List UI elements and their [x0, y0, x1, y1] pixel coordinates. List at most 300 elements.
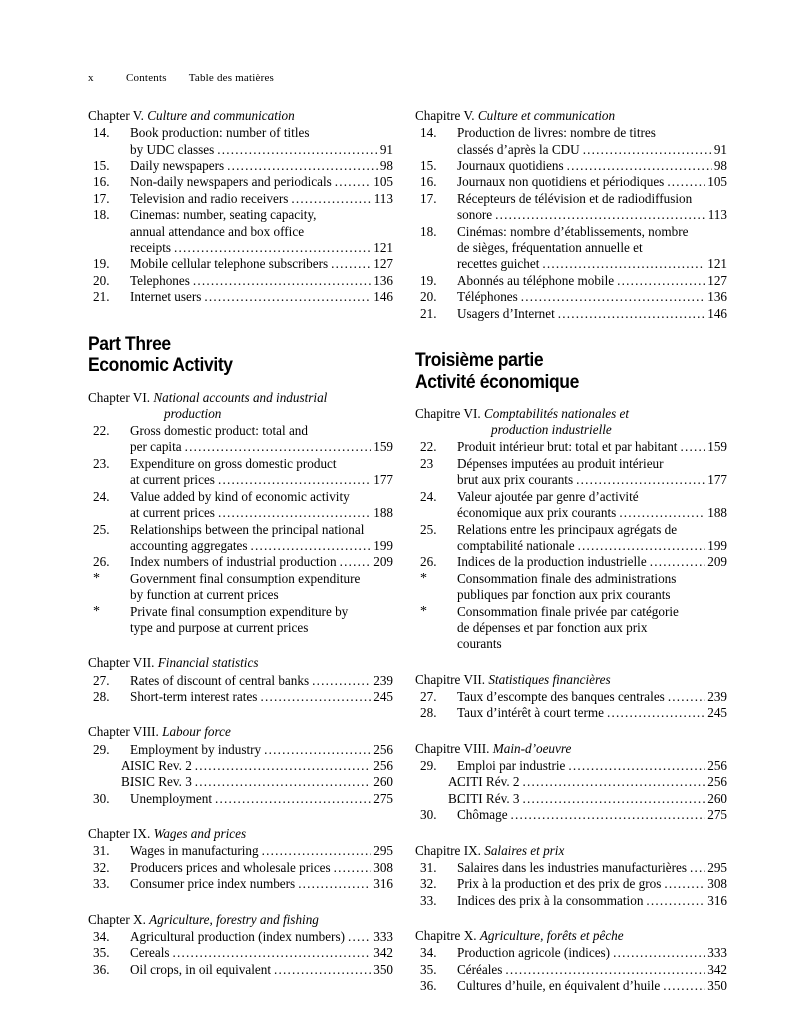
contents-entry[interactable] — [88, 689, 393, 705]
page-number[interactable]: 342 — [707, 961, 727, 977]
entry-title: receipts — [130, 240, 172, 256]
entry-line — [457, 705, 727, 721]
entry-body — [457, 945, 727, 961]
page-number[interactable]: 333 — [373, 928, 393, 944]
entry-title: Indices des prix à la consommation — [457, 892, 644, 908]
page-number[interactable]: 342 — [373, 945, 393, 961]
page-number[interactable]: 209 — [707, 554, 727, 570]
contents-entry[interactable] — [88, 742, 393, 758]
entry-line — [130, 689, 393, 705]
dot-leader — [567, 158, 712, 174]
page-number[interactable]: 113 — [373, 190, 393, 206]
entry-body — [130, 876, 393, 892]
entry-title: Production agricole (indices) — [457, 945, 611, 961]
entry-title: Téléphones — [457, 289, 518, 305]
entry-body — [130, 207, 393, 256]
entry-number: 19. — [420, 272, 437, 288]
entry-line — [457, 472, 727, 488]
entry-title: Journaux non quotidiens et périodiques — [457, 174, 665, 190]
entry-number: 26. — [420, 554, 437, 570]
entry-line — [130, 207, 393, 223]
entry-number: 34. — [93, 928, 110, 944]
dot-leader — [505, 962, 705, 978]
page-number[interactable]: 333 — [707, 945, 727, 961]
chapter-title: Main-d’oeuvre — [492, 740, 572, 756]
contents-entry[interactable] — [88, 423, 393, 456]
dot-leader — [334, 860, 372, 876]
entry-title: Expenditure on gross domestic product — [130, 455, 337, 471]
page-number[interactable]: 245 — [707, 705, 727, 721]
contents-entry[interactable] — [415, 273, 727, 289]
entry-line — [457, 620, 727, 636]
entry-title: Abonnés au téléphone mobile — [457, 272, 615, 288]
entry-number: 30. — [93, 790, 110, 806]
page-number[interactable]: 245 — [373, 688, 393, 704]
entry-number: 24. — [93, 488, 110, 504]
dot-leader — [542, 256, 705, 272]
chapter-heading — [88, 912, 393, 928]
entry-line — [457, 289, 727, 305]
contents-entry[interactable] — [88, 174, 393, 190]
page-number[interactable]: 91 — [713, 141, 727, 157]
dot-leader — [495, 207, 706, 223]
page-number[interactable]: 256 — [707, 757, 727, 773]
entry-title: annual attendance and box office — [130, 223, 305, 239]
entry-body — [457, 489, 727, 522]
dot-leader — [331, 256, 371, 272]
entry-line — [457, 945, 727, 961]
entry-title: ISIC Rev. 2 — [130, 757, 192, 773]
contents-entry[interactable] — [415, 289, 727, 305]
entry-line — [457, 554, 727, 570]
contents-entry[interactable] — [415, 489, 727, 522]
entry-number: 35. — [93, 945, 110, 961]
entry-title: Index numbers of industrial production — [130, 554, 337, 570]
entry-line — [457, 273, 727, 289]
contents-entry[interactable] — [88, 273, 393, 289]
chapter-heading — [415, 406, 727, 438]
contents-entry[interactable] — [88, 860, 393, 876]
page-number[interactable]: 350 — [373, 961, 393, 977]
entry-line — [130, 256, 393, 272]
entry-number: 25. — [93, 521, 110, 537]
entry-title: de dépenses et par fonction aux prix — [457, 619, 648, 635]
entry-body — [457, 860, 727, 876]
chapter-title-continuation: production industrielle — [491, 422, 612, 438]
entry-number: 30. — [420, 807, 437, 823]
entry-number: 31. — [93, 843, 110, 859]
dot-leader — [646, 893, 705, 909]
entry-line — [457, 191, 727, 207]
page-number[interactable]: 159 — [373, 439, 393, 455]
entry-title: Consommation finale privée par catégorie — [457, 603, 679, 619]
entry-title: by UDC classes — [130, 141, 215, 157]
page-number[interactable]: 239 — [373, 672, 393, 688]
entry-title: Relationships between the principal national — [130, 521, 365, 537]
entry-line — [130, 774, 393, 790]
page-number[interactable]: 98 — [379, 158, 393, 174]
entry-line — [457, 604, 727, 620]
chapter-label: Chapitre VIII. — [415, 740, 493, 756]
entry-number: A. — [448, 774, 461, 790]
dot-leader — [521, 289, 705, 305]
entry-line — [130, 240, 393, 256]
entry-line — [457, 571, 727, 587]
page-number[interactable]: 350 — [707, 978, 727, 994]
chapter-heading — [415, 672, 727, 688]
contents-entry[interactable] — [415, 876, 727, 892]
entry-number: 18. — [93, 207, 110, 223]
dot-leader — [680, 439, 705, 455]
page-number[interactable]: 127 — [373, 256, 393, 272]
contents-entry[interactable] — [415, 945, 727, 961]
contents-entry[interactable] — [88, 791, 393, 807]
entry-title: Gross domestic product: total and — [130, 423, 308, 439]
page-number[interactable]: 260 — [373, 774, 393, 790]
dot-leader — [335, 174, 371, 190]
contents-entry[interactable] — [415, 705, 727, 721]
entry-line — [457, 256, 727, 272]
chapter-heading — [88, 108, 393, 124]
entry-body — [457, 758, 727, 774]
page-number[interactable]: 177 — [707, 472, 727, 488]
entry-line — [130, 158, 393, 174]
entry-line — [130, 791, 393, 807]
page-number[interactable]: 121 — [373, 240, 393, 256]
page-number[interactable]: 308 — [707, 876, 727, 892]
entry-body — [130, 791, 393, 807]
entry-line — [130, 962, 393, 978]
entry-line — [457, 224, 727, 240]
chapter-title: Agriculture, forestry and fishing — [149, 911, 319, 927]
entry-number: 17. — [93, 190, 110, 206]
page-number[interactable]: 209 — [373, 554, 393, 570]
contents-entry[interactable] — [88, 158, 393, 174]
page-number[interactable]: 239 — [707, 688, 727, 704]
entry-title: Unemployment — [130, 790, 213, 806]
contents-entry[interactable] — [415, 554, 727, 570]
contents-entry[interactable] — [415, 791, 727, 807]
page-number[interactable]: 275 — [707, 807, 727, 823]
entry-body — [130, 489, 393, 522]
dot-leader — [195, 774, 371, 790]
entry-number: 20. — [93, 272, 110, 288]
contents-entry[interactable] — [415, 962, 727, 978]
chapter-title: Salaires et prix — [484, 842, 565, 858]
chapter-title: Culture et communication — [477, 108, 616, 123]
dot-leader — [523, 774, 706, 790]
entry-number: 31. — [420, 859, 437, 875]
chapter-label: Chapter VII. — [88, 655, 158, 671]
contents-entry[interactable] — [88, 774, 393, 790]
dot-leader — [215, 791, 371, 807]
dot-leader — [668, 689, 705, 705]
entry-number: 17. — [420, 190, 437, 206]
entry-line — [457, 774, 727, 790]
entry-title: Prix à la production et des prix de gros — [457, 876, 662, 892]
entry-body — [130, 423, 393, 456]
dot-leader — [663, 978, 705, 994]
page-number[interactable]: 121 — [707, 256, 727, 272]
entry-title: Chômage — [457, 807, 508, 823]
entry-line — [130, 673, 393, 689]
contents-entry[interactable] — [88, 522, 393, 555]
entry-line — [457, 505, 727, 521]
entry-body — [130, 758, 393, 774]
entry-body — [130, 604, 393, 637]
page-number[interactable]: 113 — [707, 207, 727, 223]
chapter-label: Chapter V. — [88, 108, 148, 123]
dot-leader — [264, 742, 371, 758]
page-number[interactable]: 136 — [707, 289, 727, 305]
entry-title: Cultures d’huile, en équivalent d’huile — [457, 978, 661, 994]
contents-entry[interactable] — [88, 125, 393, 158]
entry-number: 21. — [93, 289, 110, 305]
dot-leader — [617, 273, 705, 289]
page-number[interactable]: 91 — [379, 141, 393, 157]
entry-number: 33. — [93, 876, 110, 892]
entry-body — [457, 689, 727, 705]
entry-title: Relations entre les principaux agrégats de — [457, 521, 678, 537]
dot-leader — [690, 860, 705, 876]
header-title-en: Contents — [126, 72, 167, 84]
entry-body — [130, 689, 393, 705]
entry-body — [457, 962, 727, 978]
dot-leader — [193, 273, 371, 289]
page-number[interactable]: 98 — [713, 158, 727, 174]
contents-entry[interactable] — [415, 758, 727, 774]
dot-leader — [312, 673, 371, 689]
entry-title: Salaires dans les industries manufacturières — [457, 859, 687, 875]
entry-body — [457, 439, 727, 455]
entry-number: 32. — [420, 876, 437, 892]
entry-line — [130, 273, 393, 289]
contents-entry[interactable] — [415, 893, 727, 909]
page-number[interactable]: 127 — [707, 272, 727, 288]
entry-number: 29. — [93, 741, 110, 757]
entry-body — [130, 522, 393, 555]
entry-title: CITI Rév. 3 — [457, 790, 520, 806]
contents-column-french — [415, 108, 727, 994]
entry-title: Wages in manufacturing — [130, 843, 259, 859]
contents-entry[interactable] — [88, 604, 393, 637]
entry-number: 36. — [93, 961, 110, 977]
contents-entry[interactable] — [88, 673, 393, 689]
entry-line — [130, 125, 393, 141]
entry-title: Employment by industry — [130, 741, 262, 757]
chapter-label: Chapitre VI. — [415, 406, 484, 422]
entry-number: 20. — [420, 289, 437, 305]
entry-line — [130, 505, 393, 521]
entry-title: recettes guichet — [457, 256, 540, 272]
page-number[interactable]: 199 — [707, 537, 727, 553]
entry-number: 27. — [93, 672, 110, 688]
entry-line — [130, 224, 393, 240]
entry-line — [130, 742, 393, 758]
contents-entry[interactable] — [415, 522, 727, 555]
page-number[interactable]: 146 — [707, 305, 727, 321]
page-number[interactable]: 159 — [707, 439, 727, 455]
contents-entry[interactable] — [88, 571, 393, 604]
entry-number: B. — [448, 790, 461, 806]
dot-leader — [578, 538, 706, 554]
contents-entry[interactable] — [415, 604, 727, 653]
entry-line — [457, 791, 727, 807]
chapter-title: National accounts and industrial — [153, 389, 328, 405]
entry-line — [457, 876, 727, 892]
page-number[interactable]: 260 — [707, 790, 727, 806]
entry-line — [130, 289, 393, 305]
page-number[interactable]: 295 — [707, 859, 727, 875]
entry-line — [457, 439, 727, 455]
contents-entry[interactable] — [88, 945, 393, 961]
entry-number: * — [420, 570, 427, 586]
contents-entry[interactable] — [88, 876, 393, 892]
entry-title: at current prices — [130, 505, 215, 521]
chapter-label: Chapitre IX. — [415, 842, 485, 858]
contents-entry[interactable] — [415, 571, 727, 604]
contents-entry[interactable] — [88, 207, 393, 256]
dot-leader — [558, 306, 705, 322]
dot-leader — [511, 807, 706, 823]
contents-entry[interactable] — [415, 125, 727, 158]
entry-title: by function at current prices — [130, 587, 279, 603]
entry-number: * — [420, 603, 427, 619]
entry-title: Producers prices and wholesale prices — [130, 859, 331, 875]
entry-title: Emploi par industrie — [457, 757, 566, 773]
dot-leader — [185, 439, 372, 455]
contents-entry[interactable] — [415, 860, 727, 876]
entry-title: Dépenses imputées au produit intérieur — [457, 455, 664, 471]
contents-entry[interactable] — [88, 256, 393, 272]
contents-entry[interactable] — [88, 191, 393, 207]
entry-line — [457, 587, 727, 603]
page-number[interactable]: 256 — [373, 741, 393, 757]
page-number[interactable]: 256 — [707, 774, 727, 790]
page-number[interactable]: 308 — [373, 859, 393, 875]
contents-entry[interactable] — [415, 191, 727, 224]
chapter-title: Statistiques financières — [488, 671, 611, 687]
entry-body — [130, 125, 393, 158]
entry-number: 24. — [420, 488, 437, 504]
entry-body — [457, 306, 727, 322]
entry-body — [130, 962, 393, 978]
chapter-title: Financial statistics — [157, 655, 259, 671]
page-number[interactable]: 105 — [373, 174, 393, 190]
contents-entry[interactable] — [88, 929, 393, 945]
entry-body — [457, 978, 727, 994]
dot-leader — [340, 554, 372, 570]
page-number[interactable]: 136 — [373, 272, 393, 288]
contents-entry[interactable] — [88, 758, 393, 774]
entry-title: Valeur ajoutée par genre d’activité — [457, 488, 639, 504]
entry-line — [457, 860, 727, 876]
contents-entry[interactable] — [88, 289, 393, 305]
contents-entry[interactable] — [88, 962, 393, 978]
dot-leader — [523, 791, 706, 807]
entry-line — [130, 945, 393, 961]
entry-line — [457, 489, 727, 505]
entry-title: Oil crops, in oil equivalent — [130, 961, 272, 977]
part-heading-line2: Activité économique — [415, 371, 579, 393]
entry-body — [130, 929, 393, 945]
contents-entry[interactable] — [415, 306, 727, 322]
entry-body — [130, 256, 393, 272]
page-number[interactable]: 199 — [373, 537, 393, 553]
dot-leader — [607, 705, 705, 721]
page-number[interactable]: 275 — [373, 790, 393, 806]
entry-title: Production de livres: nombre de titres — [457, 125, 656, 141]
page-number[interactable]: 295 — [373, 843, 393, 859]
entry-body — [130, 158, 393, 174]
dot-leader — [576, 472, 705, 488]
entry-body — [457, 158, 727, 174]
entry-body — [457, 604, 727, 653]
entry-number: 18. — [420, 223, 437, 239]
entry-line — [457, 978, 727, 994]
entry-title: publiques par fonction aux prix courants — [457, 587, 671, 603]
entry-title: per capita — [130, 439, 182, 455]
entry-body — [130, 289, 393, 305]
contents-entry[interactable] — [415, 807, 727, 823]
page-number[interactable]: 146 — [373, 289, 393, 305]
contents-entry[interactable] — [415, 224, 727, 273]
entry-body — [130, 174, 393, 190]
entry-line — [457, 207, 727, 223]
page-number[interactable]: 316 — [707, 892, 727, 908]
entry-number: 33. — [420, 892, 437, 908]
page-number[interactable]: 316 — [373, 876, 393, 892]
entry-title: type and purpose at current prices — [130, 619, 309, 635]
contents-entry[interactable] — [88, 456, 393, 489]
chapter-title: Wages and prices — [153, 826, 247, 842]
contents-entry[interactable] — [415, 689, 727, 705]
contents-entry[interactable] — [415, 978, 727, 994]
entry-body — [130, 843, 393, 859]
page-number[interactable]: 105 — [707, 174, 727, 190]
page-number[interactable]: 256 — [373, 757, 393, 773]
entry-title: Short-term interest rates — [130, 688, 258, 704]
chapter-heading — [415, 843, 727, 859]
entry-title: courants — [457, 636, 502, 652]
contents-entry[interactable] — [88, 843, 393, 859]
entry-body — [457, 571, 727, 604]
entry-body — [457, 554, 727, 570]
contents-entry[interactable] — [88, 489, 393, 522]
entry-title: comptabilité nationale — [457, 537, 575, 553]
entry-title: Television and radio receivers — [130, 190, 289, 206]
dot-leader — [291, 191, 371, 207]
page-number[interactable]: 188 — [707, 505, 727, 521]
dot-leader — [274, 962, 371, 978]
page-number[interactable]: 188 — [373, 505, 393, 521]
contents-entry[interactable] — [88, 554, 393, 570]
entry-body — [457, 273, 727, 289]
contents-entry[interactable] — [415, 439, 727, 455]
contents-entry[interactable] — [415, 174, 727, 190]
dot-leader — [348, 929, 371, 945]
dot-leader — [298, 876, 371, 892]
dot-leader — [613, 945, 705, 961]
contents-entry[interactable] — [415, 456, 727, 489]
entry-body — [457, 289, 727, 305]
page-number[interactable]: 177 — [373, 472, 393, 488]
entry-number: 25. — [420, 521, 437, 537]
contents-entry[interactable] — [415, 774, 727, 790]
contents-entry[interactable] — [415, 158, 727, 174]
entry-body — [130, 456, 393, 489]
entry-line — [457, 240, 727, 256]
